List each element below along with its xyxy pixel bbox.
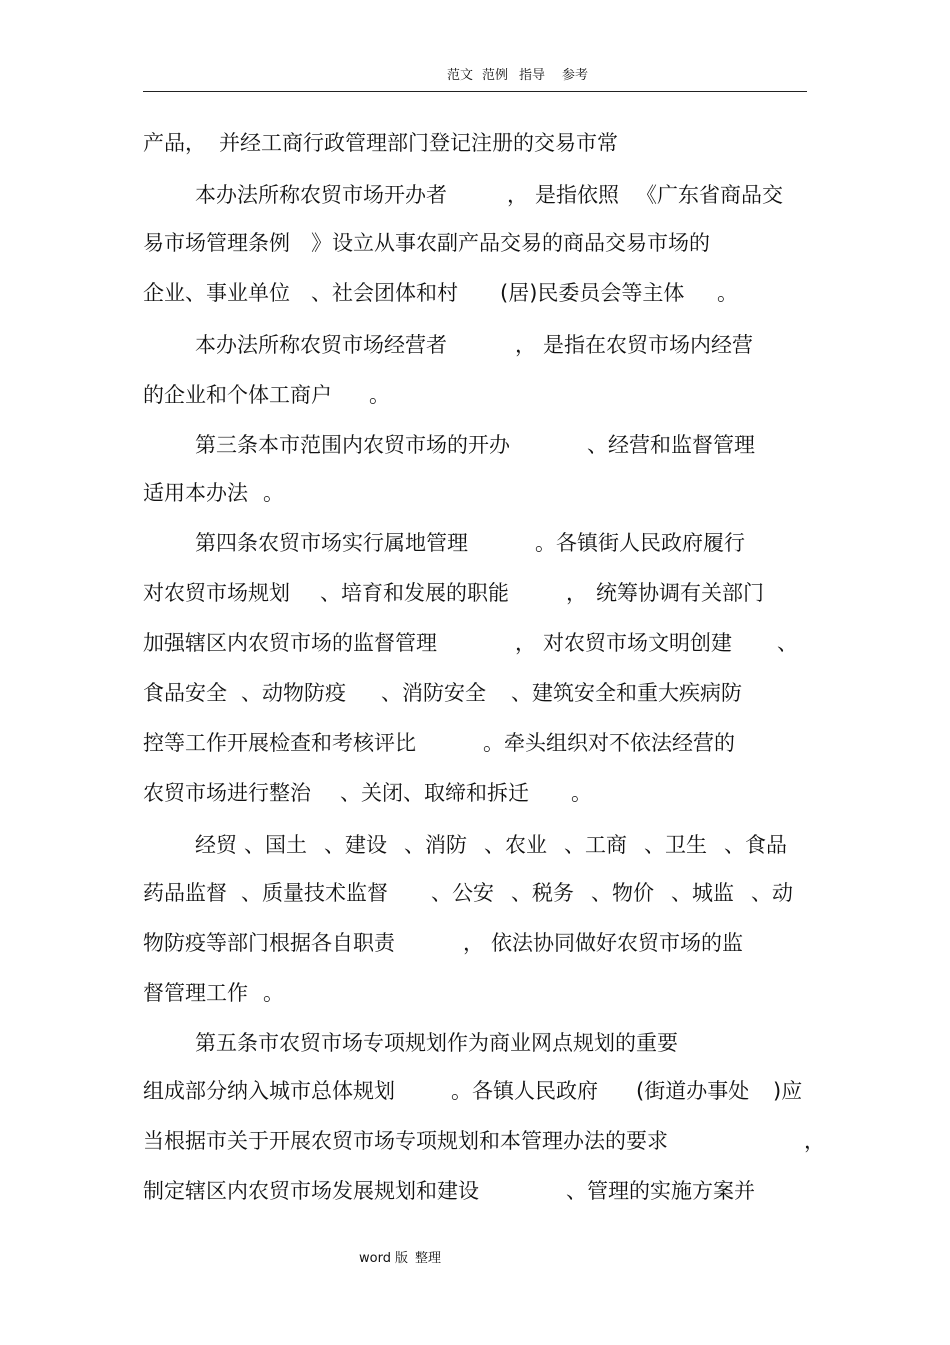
text-segment: 、社会团体和村	[311, 281, 458, 305]
text-segment: 。	[717, 281, 738, 305]
text-line	[0, 1126, 950, 1156]
text-segment: 、国土	[244, 833, 307, 857]
text-segment: 。	[571, 781, 592, 805]
text-line	[0, 180, 950, 210]
text-segment: 、工商	[564, 833, 627, 857]
text-segment: ，	[566, 581, 587, 605]
text-line	[0, 528, 950, 558]
text-line	[0, 1176, 950, 1206]
text-segment: 督管理工作	[143, 981, 248, 1005]
text-segment: 组成部分纳入城市总体规划	[143, 1079, 395, 1103]
text-segment: (街道办事处	[636, 1079, 750, 1103]
text-segment: 适用本办法	[143, 481, 248, 505]
text-segment: 、税务	[511, 881, 574, 905]
header-segment: 指导	[519, 68, 546, 83]
text-segment: 是指在农贸市场内经营	[543, 333, 753, 357]
text-segment: ，	[507, 183, 528, 207]
text-segment: 对农贸市场文明创建	[543, 631, 732, 655]
text-segment: ，	[463, 931, 484, 955]
text-segment: 第五条市农贸市场专项规划作为商业网点规划的重要	[195, 1031, 678, 1055]
page-footer	[0, 1249, 950, 1269]
text-segment: 。牵头组织对不依法经营的	[483, 731, 735, 755]
text-line	[0, 228, 950, 258]
text-segment: 统筹协调有关部门	[596, 581, 764, 605]
text-segment: 、培育和发展的职能	[320, 581, 509, 605]
text-segment: 。各镇人民政府	[451, 1079, 598, 1103]
text-line	[0, 628, 950, 658]
footer-segment: 版	[395, 1251, 409, 1266]
footer-segment: 整理	[415, 1251, 442, 1266]
text-segment: 、经营和监督管理	[587, 433, 755, 457]
text-line	[0, 380, 950, 410]
text-segment: 。各镇街人民政府履行	[535, 531, 745, 555]
text-segment: 物防疫等部门根据各自职责	[143, 931, 395, 955]
text-segment: 第三条本市范围内农贸市场的开办	[195, 433, 510, 457]
text-segment: ，	[804, 1129, 825, 1153]
text-segment: 第四条农贸市场实行属地管理	[195, 531, 468, 555]
text-line	[0, 878, 950, 908]
text-segment: 、关闭、取缔和拆迁	[340, 781, 529, 805]
text-line	[0, 778, 950, 808]
text-segment: 。	[263, 981, 284, 1005]
text-line	[0, 928, 950, 958]
text-segment: 当根据市关于开展农贸市场专项规划和本管理办法的要求	[143, 1129, 668, 1153]
text-line	[0, 1028, 950, 1058]
text-segment: 经贸	[195, 833, 237, 857]
text-segment: 依法协同做好农贸市场的监	[491, 931, 743, 955]
text-segment: 产品，	[143, 131, 206, 155]
header-segment: 参考	[562, 68, 589, 83]
text-segment: 对农贸市场规划	[143, 581, 290, 605]
text-line	[0, 830, 950, 860]
text-line	[0, 728, 950, 758]
text-segment: 本办法所称农贸市场开办者	[195, 183, 447, 207]
text-segment: 控等工作开展检查和考核评比	[143, 731, 416, 755]
text-segment: 加强辖区内农贸市场的监督管理	[143, 631, 437, 655]
text-segment: 》设立从事农副产品交易的商品交易市场的	[311, 231, 710, 255]
text-segment: 、消防	[404, 833, 467, 857]
header-segment: 范文	[447, 68, 474, 83]
text-segment: 、物价	[591, 881, 654, 905]
footer-segment: word	[359, 1251, 391, 1266]
text-segment: ，	[515, 333, 536, 357]
text-segment: 、城监	[671, 881, 734, 905]
text-segment: 易市场管理条例	[143, 231, 290, 255]
text-segment: 、建设	[324, 833, 387, 857]
text-segment: 、	[777, 631, 798, 655]
text-segment: ，	[515, 631, 536, 655]
text-segment: )应	[773, 1079, 803, 1103]
text-line	[0, 430, 950, 460]
text-line	[0, 978, 950, 1008]
text-segment: (居)民委员会等主体	[500, 281, 685, 305]
text-segment: 《广东省商品交	[636, 183, 783, 207]
text-segment: 、农业	[484, 833, 547, 857]
text-line	[0, 578, 950, 608]
text-line	[0, 678, 950, 708]
text-segment: 、动物防疫	[241, 681, 346, 705]
text-segment: 、卫生	[644, 833, 707, 857]
text-line	[0, 478, 950, 508]
text-segment: 是指依照	[535, 183, 619, 207]
text-segment: 、食品	[724, 833, 787, 857]
text-line	[0, 1076, 950, 1106]
text-line	[0, 128, 950, 158]
text-segment: 、质量技术监督	[241, 881, 388, 905]
text-line	[0, 330, 950, 360]
text-segment: 制定辖区内农贸市场发展规划和建设	[143, 1179, 479, 1203]
text-segment: 本办法所称农贸市场经营者	[195, 333, 447, 357]
header-segment: 范例	[482, 68, 509, 83]
text-segment: 、管理的实施方案并	[566, 1179, 755, 1203]
text-segment: 药品监督	[143, 881, 227, 905]
text-segment: 、动	[751, 881, 793, 905]
text-segment: 企业、事业单位	[143, 281, 290, 305]
text-line	[0, 278, 950, 308]
text-segment: 。	[369, 383, 390, 407]
text-segment: 食品安全	[143, 681, 227, 705]
text-segment: 、公安	[431, 881, 494, 905]
text-segment: 。	[263, 481, 284, 505]
text-segment: 农贸市场进行整治	[143, 781, 311, 805]
text-segment: 、建筑安全和重大疾病防	[511, 681, 742, 705]
text-segment: 、消防安全	[381, 681, 486, 705]
text-segment: 的企业和个体工商户	[143, 383, 332, 407]
text-segment: 并经工商行政管理部门登记注册的交易市常	[219, 131, 618, 155]
